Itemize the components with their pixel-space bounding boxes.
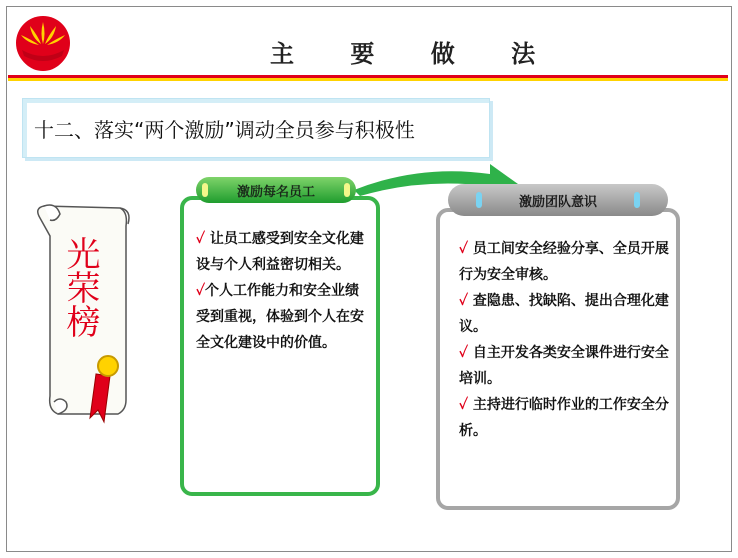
list-item [459,392,671,444]
pill-cap-right [344,183,350,197]
incentive-employee-label-pill [196,177,356,203]
incentive-team-list [459,236,671,444]
check-icon: ✓ [459,241,469,257]
check-icon: ✓ [196,283,206,299]
list-item-text: 个人工作能力和安全业绩受到重视，体验到个人在安全文化建设中的价值。 [196,283,364,351]
incentive-team-label: 激励团队意识 [518,195,597,210]
check-icon: ✓ [459,293,469,309]
list-item-text: 自主开发各类安全课件进行安全培训。 [459,345,669,387]
section-heading: 十二、落实“两个激励”调动全员参与积极性 [34,118,415,142]
petrochina-logo-icon [12,10,74,72]
title-rule-yellow [8,78,728,81]
scroll-text: 光荣榜 [60,236,100,338]
check-icon: ✓ [459,345,469,361]
list-item-text: 主持进行临时作业的工作安全分析。 [459,397,669,439]
list-item [459,288,671,340]
list-item [459,236,671,288]
list-item-text: 员工间安全经验分享、全员开展行为安全审核。 [459,241,669,283]
list-item-text: 让员工感受到安全文化建设与个人利益密切相关。 [196,231,364,273]
list-item [459,340,671,392]
pill-cap-right [634,192,640,208]
list-item [196,278,364,356]
check-icon: ✓ [459,397,469,413]
incentive-employee-label: 激励每名员工 [236,185,315,200]
slide-title: 主 要 做 法 [270,39,560,68]
list-item-text: 查隐患、找缺陷、提出合理化建议。 [459,293,669,335]
check-icon: ✓ [196,231,206,247]
incentive-employee-list [196,226,364,356]
incentive-team-label-pill [448,184,668,216]
list-item [196,226,364,278]
